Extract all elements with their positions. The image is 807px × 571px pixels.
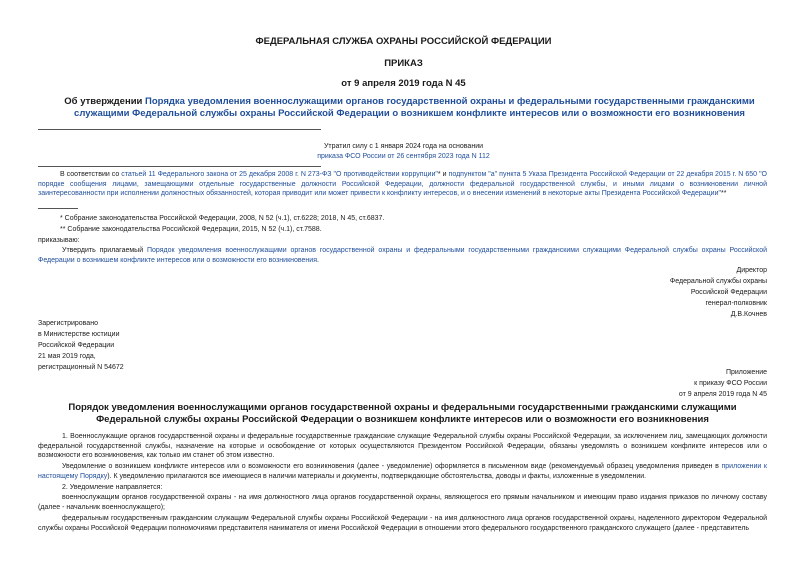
signature-line: Российской Федерации [690,289,767,296]
agency-name: ФЕДЕРАЛЬНАЯ СЛУЖБА ОХРАНЫ РОССИЙСКОЙ ФЕДЕРАЦИИ [255,36,552,47]
procedure-link[interactable]: Порядок уведомления военнослужащими органов государственной охраны и федеральными государственными гражданскими служащими Федеральной службы охраны Российской Федерации о возникшем конфликте интересов или о возможности его возникновения [38,247,768,264]
divider [38,166,321,167]
paragraph-text: Уведомление о возникшем конфликте интересов или о возможности его возникновения (далее - уведомление) оформляется в письменном виде (рекомендуемый образец уведомления приведен в [62,463,722,470]
decree-link[interactable]: подпунктом "а" пункта 5 Указа Президента Российской Федерации от 22 декабря 2015 г. N 650 "О порядке сообщения лицами, замещающими отдельные государственные должности Российской Федерации, должности федеральной государственной службы, и иными лицами о возникновении личной заинтересованности при исполнении должностных обязанностей, которая приводит или может привести к конфликту интересов, и о внесении изменений в некоторые акты Президента Российской Федерации" [38,171,767,197]
procedure-paragraph-4: военнослужащим органов государственной охраны - на имя должностного лица органов государственной охраны, являющегося его прямым начальником и имеющим право издания приказов по личному составу (далее - начальник военнослужащего); [38,494,767,511]
appendix-line: к приказу ФСО России [694,380,767,387]
signature-line: Директор [736,267,767,274]
title-prefix: Об утверждении [64,96,146,107]
doc-date-number: от 9 апреля 2019 года N 45 [341,78,466,89]
preamble-paragraph [38,170,767,199]
signature-line: генерал-полковник [705,300,767,307]
preamble-text: ** [720,190,727,197]
decree-word: приказываю: [38,237,80,244]
registration-line: в Министерстве юстиции [38,331,120,338]
registration-line: Российской Федерации [38,342,115,349]
law-link[interactable]: статьей 11 Федерального закона от 25 декабря 2008 г. N 273-ФЗ "О противодействии коррупции" [121,171,438,178]
signature-name: Д.В.Кочнев [730,311,767,318]
registration-block [38,318,124,373]
procedure-paragraph-1: 1. Военнослужащие органов государственной охраны и федеральные государственные гражданские служащие Федеральной службы охраны Российской Федерации, за исключением лиц, замещающих должности федеральной государственной службы, назначение на которые и освобождение от которых осуществляются Президентом Российской Федерации, обязаны уведомлять о возникшем конфликте интересов или о возможности его возникновения, как только им станет об этом известно. [38,433,767,459]
preamble-text: В соответствии со [60,171,122,178]
registration-line: регистрационный N 54672 [38,364,124,371]
footnote-divider [38,208,78,209]
appendix-block [679,367,767,400]
appendix-line: Приложение [725,369,767,376]
approve-text: . [317,256,319,264]
approve-text: Утвердить прилагаемый [62,247,147,254]
status-line: Утратил силу с 1 января 2024 года на основании [323,143,484,150]
divider [38,129,321,130]
doc-title [56,96,763,120]
procedure-paragraph-2 [38,462,767,481]
appendix-link[interactable]: приложении к настоящему Порядку [38,463,767,480]
status-repeal-link[interactable]: приказа ФСО России от 26 сентября 2023 года N 112 [317,153,490,160]
status-note [0,142,807,162]
approve-paragraph [38,246,767,265]
footnote-1: * Собрание законодательства Российской Федерации, 2008, N 52 (ч.1), ст.6228; 2018, N 45, ст.6837. [60,215,385,222]
doc-type: ПРИКАЗ [384,58,423,69]
footnote-2: ** Собрание законодательства Российской Федерации, 2015, N 52 (ч.1), ст.7588. [60,226,322,233]
signature-block [670,265,767,320]
procedure-title: Порядок уведомления военнослужащими органов государственной охраны и федеральными государственными гражданскими служащими Федеральной службы охраны Российской Федерации о возникшем конфликте интересов или о возможности его возникновения [68,402,737,425]
registration-line: Зарегистрировано [38,320,98,327]
procedure-paragraph-5: федеральным государственным гражданским служащим Федеральной службы охраны Российской Федерации - на имя должностного лица органов государственной охраны, наделенного директором Федеральной службы охраны Российской Федерации полномочиями представителя нанимателя от имени Российской Федерации в отношении этого федерального государственного гражданского служащего (далее - представитель [38,515,767,532]
appendix-line: от 9 апреля 2019 года N 45 [678,391,767,398]
paragraph-text: ). К уведомлению прилагаются все имеющиеся в наличии материалы и документы, подтверждающие обстоятельства, доводы и факты, изложенные в уведомлении. [107,472,647,480]
signature-line: Федеральной службы охраны [669,278,767,285]
title-link[interactable]: Порядка уведомления военнослужащими органов государственной охраны и федеральными государственными гражданскими служащими Федеральной службы охраны Российской Федерации о возникшем конфликте интересов или о возможности его возникновения [74,96,755,119]
procedure-paragraph-3: 2. Уведомление направляется: [62,484,163,491]
preamble-text: * и [437,171,449,178]
registration-line: 21 мая 2019 года, [38,353,96,360]
